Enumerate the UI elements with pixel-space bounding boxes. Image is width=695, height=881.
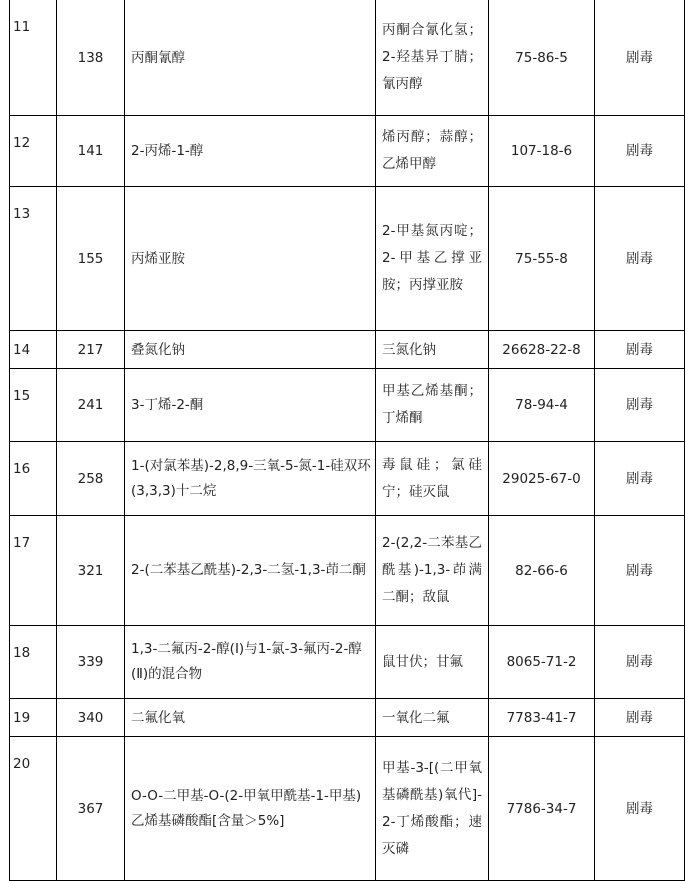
row-code: 138 [57,0,125,116]
row-code: 321 [57,516,125,626]
row-remark: 剧毒 [595,116,685,187]
row-code: 141 [57,116,125,187]
row-name: O-O-二甲基-O-(2-甲氧甲酰基-1-甲基)乙烯基磷酸酯[含量＞5%] [125,737,376,881]
row-name: 2-(二苯基乙酰基)-2,3-二氢-1,3-茚二酮 [125,516,376,626]
row-cas: 26628-22-8 [489,331,595,369]
row-remark: 剧毒 [595,0,685,116]
row-code: 339 [57,626,125,699]
row-remark: 剧毒 [595,699,685,737]
row-code: 340 [57,699,125,737]
row-seq: 18 [10,626,57,699]
row-cas: 7786-34-7 [489,737,595,881]
row-seq: 13 [10,187,57,331]
row-cas: 75-86-5 [489,0,595,116]
row-name: 2-丙烯-1-醇 [125,116,376,187]
row-alias: 甲基乙烯基酮；丁烯酮 [376,369,489,442]
row-code: 217 [57,331,125,369]
row-alias: 2-(2,2-二苯基乙酰基)-1,3-茚满二酮；敌鼠 [376,516,489,626]
row-name: 二氟化氧 [125,699,376,737]
row-alias: 鼠甘伏；甘氟 [376,626,489,699]
row-cas: 8065-71-2 [489,626,595,699]
hazardous-chemicals-table [9,0,685,881]
row-seq: 17 [10,516,57,626]
table-row [10,737,685,881]
row-alias: 丙酮合氰化氢；2-羟基异丁腈；氰丙醇 [376,0,489,116]
row-remark: 剧毒 [595,442,685,516]
row-name: 3-丁烯-2-酮 [125,369,376,442]
row-cas: 82-66-6 [489,516,595,626]
row-remark: 剧毒 [595,331,685,369]
row-code: 241 [57,369,125,442]
row-seq: 12 [10,116,57,187]
row-code: 155 [57,187,125,331]
row-cas: 107-18-6 [489,116,595,187]
row-name: 1-(对氯苯基)-2,8,9-三氧-5-氮-1-硅双环(3,3,3)十二烷 [125,442,376,516]
row-code: 258 [57,442,125,516]
row-cas: 78-94-4 [489,369,595,442]
table-row [10,516,685,626]
row-alias: 三氮化钠 [376,331,489,369]
table-row [10,699,685,737]
row-name: 丙酮氰醇 [125,0,376,116]
row-seq: 14 [10,331,57,369]
row-alias: 毒鼠硅；氯硅宁；硅灭鼠 [376,442,489,516]
row-remark: 剧毒 [595,516,685,626]
row-seq: 15 [10,369,57,442]
table-row [10,187,685,331]
row-remark: 剧毒 [595,737,685,881]
table-row [10,626,685,699]
table-row [10,442,685,516]
row-seq: 11 [10,0,57,116]
row-name: 叠氮化钠 [125,331,376,369]
table-row [10,116,685,187]
row-code: 367 [57,737,125,881]
row-cas: 75-55-8 [489,187,595,331]
row-alias: 2-甲基氮丙啶；2-甲基乙撑亚胺；丙撑亚胺 [376,187,489,331]
row-cas: 29025-67-0 [489,442,595,516]
row-remark: 剧毒 [595,187,685,331]
table-row [10,369,685,442]
row-cas: 7783-41-7 [489,699,595,737]
row-seq: 16 [10,442,57,516]
table-row [10,0,685,116]
row-alias: 一氧化二氟 [376,699,489,737]
row-seq: 20 [10,737,57,881]
row-remark: 剧毒 [595,369,685,442]
row-name: 1,3-二氟丙-2-醇(Ⅰ)与1-氯-3-氟丙-2-醇(Ⅱ)的混合物 [125,626,376,699]
row-alias: 甲基-3-[(二甲氧基磷酰基)氧代]-2-丁烯酸酯；速灭磷 [376,737,489,881]
row-remark: 剧毒 [595,626,685,699]
row-seq: 19 [10,699,57,737]
table-row [10,331,685,369]
row-alias: 烯丙醇；蒜醇；乙烯甲醇 [376,116,489,187]
row-name: 丙烯亚胺 [125,187,376,331]
